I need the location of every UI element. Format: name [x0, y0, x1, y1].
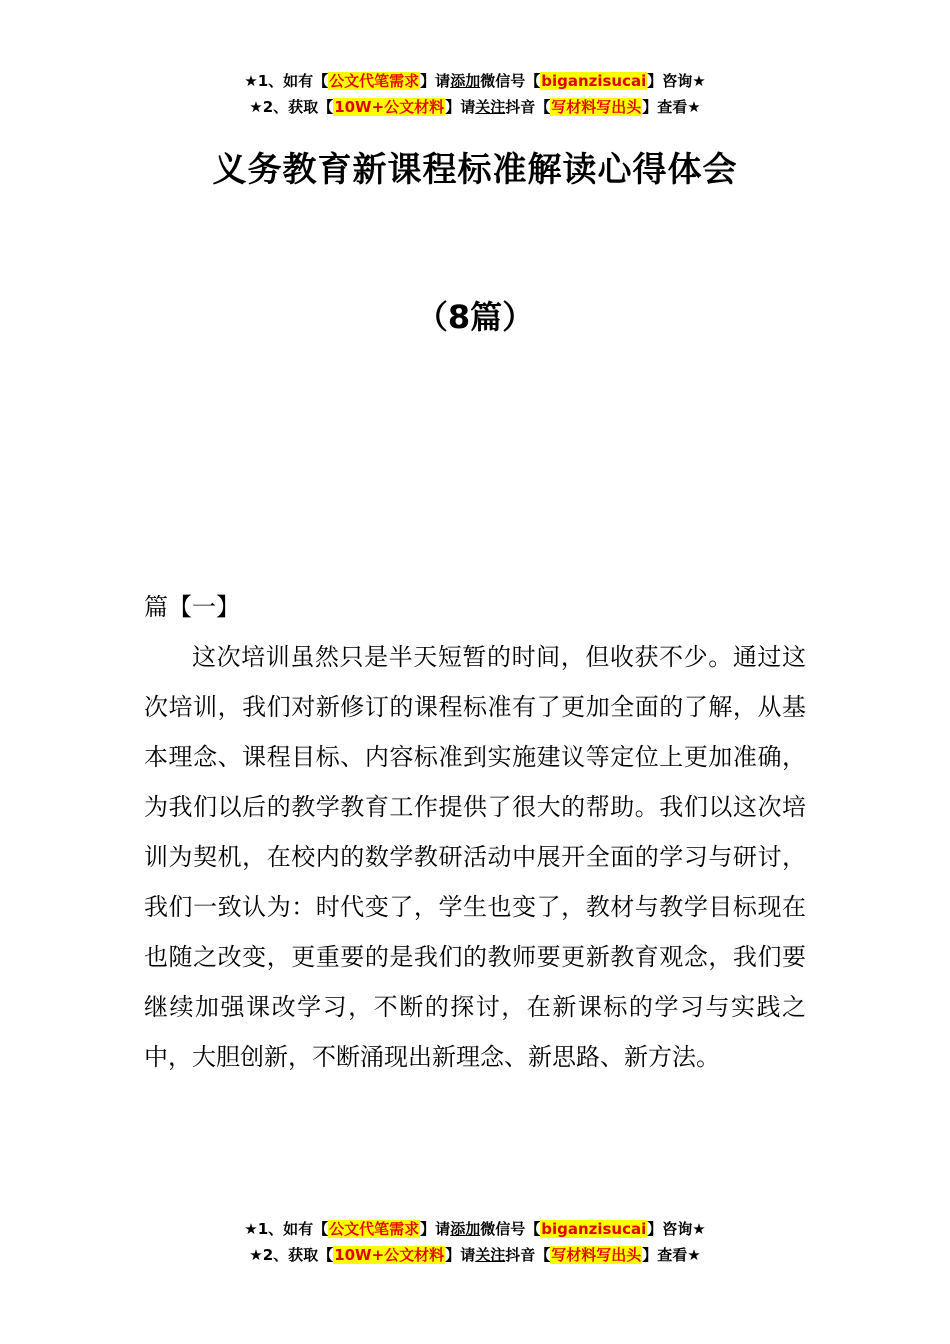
- ad-highlight: 公文代笔需求: [329, 1220, 420, 1238]
- body-paragraph: 这次培训虽然只是半天短暂的时间，但收获不少。通过这次培训，我们对新修订的课程标准有了更加全面的了解，从基本理念、课程目标、内容标准到实施建议等定位上更加准确，为我们以后的教学教育工作提供了很大的帮助。我们以这次培训为契机，在校内的数学教研活动中展开全面的学习与研讨，我们一致认为：时代变了，学生也变了，教材与教学目标现在也随之改变，更重要的是我们的教师要更新教育观念，我们要继续加强课改学习，不断的探讨，在新课标的学习与实践之中，大胆创新，不断涌现出新理念、新思路、新方法。: [144, 643, 806, 1071]
- ad-text: ★1、如有【: [244, 1220, 329, 1238]
- ad-text: 】请: [420, 1220, 451, 1238]
- ad-highlight: 公文代笔需求: [329, 72, 420, 90]
- section-heading: 篇【一】: [144, 593, 240, 621]
- ad-text: 】查看★: [642, 98, 701, 116]
- ad-underlined: 关注: [475, 98, 506, 116]
- header-ad-banner: [0, 68, 950, 120]
- document-subtitle: （8篇）: [415, 298, 535, 336]
- ad-line-2: [0, 1242, 950, 1268]
- footer-ad-banner: [0, 1216, 950, 1268]
- ad-highlight: 10W+公文材料: [334, 98, 445, 116]
- ad-text: 抖音【: [505, 98, 551, 116]
- ad-text: 】请: [445, 1246, 476, 1264]
- ad-text: 微信号【: [480, 72, 541, 90]
- ad-underlined: 关注: [475, 1246, 506, 1264]
- ad-highlight-wechat-id: biganzisucai: [541, 1220, 647, 1238]
- ad-text: 】请: [445, 98, 476, 116]
- ad-line-1: [0, 68, 950, 94]
- ad-underlined: 添加: [450, 1220, 481, 1238]
- ad-underlined: 添加: [450, 72, 481, 90]
- ad-highlight-douyin-id: 写材料写出头: [551, 98, 642, 116]
- ad-highlight-wechat-id: biganzisucai: [541, 72, 647, 90]
- ad-text: 】咨询★: [647, 1220, 706, 1238]
- ad-text: ★2、获取【: [249, 98, 334, 116]
- ad-line-2: [0, 94, 950, 120]
- ad-highlight: 10W+公文材料: [334, 1246, 445, 1264]
- ad-text: 抖音【: [505, 1246, 551, 1264]
- ad-line-1: [0, 1216, 950, 1242]
- ad-highlight-douyin-id: 写材料写出头: [551, 1246, 642, 1264]
- ad-text: 】查看★: [642, 1246, 701, 1264]
- ad-text: ★2、获取【: [249, 1246, 334, 1264]
- ad-text: 】咨询★: [647, 72, 706, 90]
- ad-text: 微信号【: [480, 1220, 541, 1238]
- ad-text: ★1、如有【: [244, 72, 329, 90]
- document-title: 义务教育新课程标准解读心得体会: [212, 150, 738, 190]
- ad-text: 】请: [420, 72, 451, 90]
